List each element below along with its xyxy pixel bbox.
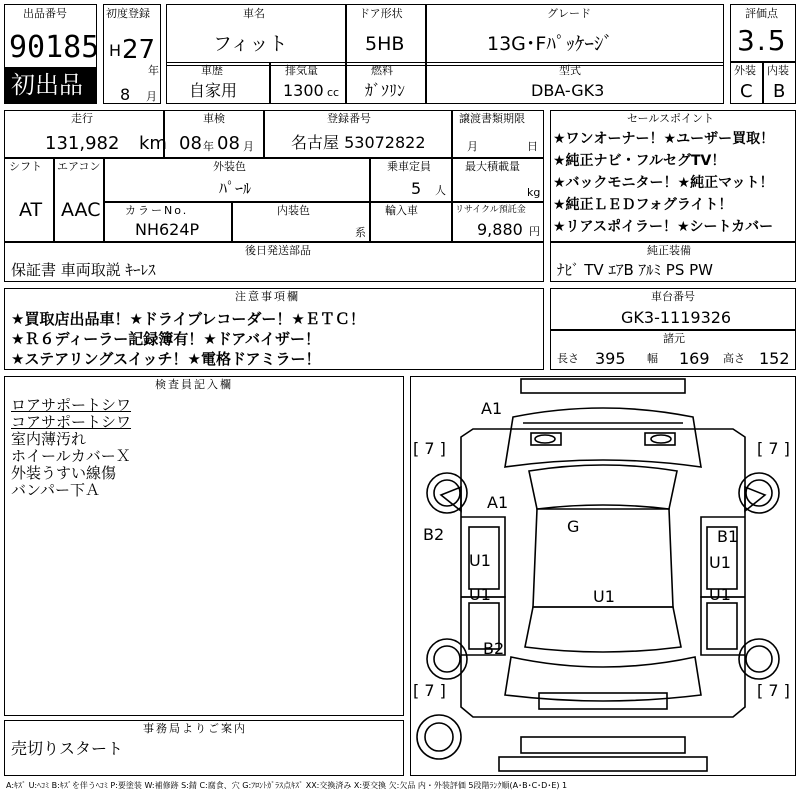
capacity-box [370, 158, 452, 202]
door-type: 5HB [365, 33, 405, 55]
plate-number: 名古屋 53072822 [291, 133, 426, 152]
damage-mark: B2 [483, 639, 505, 658]
registration-year: 27 [122, 35, 156, 65]
interior-color-label: 内装色 [277, 204, 310, 217]
model-label: 型式 [559, 64, 581, 77]
era: H [109, 41, 122, 60]
door-label: ドア形状 [359, 7, 403, 20]
sales-points-box [550, 110, 796, 242]
model-box [426, 62, 724, 104]
inspection-year-unit: 年 [203, 140, 214, 153]
damage-mark: A1 [481, 399, 503, 418]
damage-mark: U1 [469, 551, 491, 570]
inspector-line: 外装うすい線傷 [11, 464, 117, 482]
fuel-label: 燃料 [371, 64, 393, 77]
later-parts-box [4, 242, 544, 282]
plate-box [264, 110, 452, 158]
damage-mark: G [567, 517, 580, 536]
inspector-line: 室内薄汚れ [11, 430, 87, 448]
history-label: 車歴 [201, 64, 223, 77]
month-unit: 月 [146, 90, 157, 103]
inspection-box [164, 110, 264, 158]
equipment: ﾅﾋﾞ TV ｴｱB ｱﾙﾐ PS PW [557, 261, 713, 279]
damage-mark: A1 [487, 493, 509, 512]
transfer-day-unit: 日 [527, 140, 538, 153]
capacity-unit: 人 [435, 184, 446, 197]
dimensions-label: 諸元 [663, 332, 685, 345]
color-number: NH624P [135, 220, 200, 239]
ac-label: エアコン [57, 160, 101, 173]
damage-mark: B2 [423, 525, 445, 544]
color-box [104, 158, 370, 202]
color-no-box [104, 202, 232, 242]
car-name: フィット [213, 33, 288, 55]
score-box [730, 4, 796, 62]
sales-point: ★ワンオーナー！★ユーザー買取！ [553, 131, 775, 147]
load-box [452, 158, 544, 202]
fuel: ｶﾞｿﾘﾝ [365, 81, 406, 100]
damage-mark: U1 [469, 585, 491, 604]
ac-box [54, 158, 104, 242]
dimensions-box [550, 330, 796, 370]
inspector-line: コアサポートシワ [11, 413, 132, 431]
year-unit: 年 [148, 64, 159, 77]
shift-label: シフト [9, 160, 42, 173]
shift-box [4, 158, 54, 242]
inspector-label: 検査員記入欄 [155, 378, 233, 391]
first-registration-box [103, 4, 161, 104]
color-no-label: カラーNo. [125, 204, 189, 217]
length-label: 長さ [557, 352, 579, 365]
office-text: 売切りスタート [11, 739, 124, 758]
transfer-deadline-label: 譲渡書類期限 [459, 112, 525, 125]
recycle-box [452, 202, 544, 242]
import-box [370, 202, 452, 242]
interior-label: 内装 [767, 64, 789, 77]
chassis-box [550, 288, 796, 330]
width-label: 幅 [647, 352, 658, 365]
recycle-fee: 9,880 [477, 220, 523, 239]
grade-box [426, 4, 724, 66]
notes-list [11, 309, 365, 369]
first-registration-label: 初度登録 [106, 7, 150, 20]
damage-mark: U1 [709, 585, 731, 604]
import-label: 輸入車 [385, 204, 418, 217]
inspector-line: バンパー下Ａ [11, 481, 100, 499]
lot-number-label: 出品番号 [23, 7, 67, 20]
damage-mark: B1 [717, 527, 739, 546]
load-label: 最大積載量 [465, 160, 520, 173]
notes-box [4, 288, 544, 370]
note-line: ★Ｒ６ディーラー記録簿有！★ドアバイザー！ [11, 330, 321, 348]
sales-point: ★リアスポイラー！★シートカバー [553, 219, 774, 235]
tire-tread-label: [ 7 ] [757, 681, 790, 700]
height-label: 高さ [723, 352, 745, 365]
exterior-label: 外装 [734, 64, 756, 77]
interior-color-box [232, 202, 370, 242]
score-label: 評価点 [745, 7, 778, 20]
mileage-label: 走行 [71, 112, 93, 125]
grade: 13G･Fﾊﾟｯｹｰｼﾞ [487, 33, 613, 55]
later-parts-label: 後日発送部品 [245, 244, 311, 257]
shift: AT [19, 199, 43, 221]
damage-mark: U1 [709, 553, 731, 572]
damage-mark: U1 [593, 587, 615, 606]
history-box [166, 62, 270, 104]
displacement-box [270, 62, 346, 104]
equipment-label: 純正装備 [647, 244, 691, 257]
later-parts: 保証書 車両取説 ｷｰﾚｽ [11, 261, 156, 279]
displacement-label: 排気量 [285, 64, 318, 77]
exterior-color: ﾊﾟｰﾙ [219, 179, 252, 198]
plate-label: 登録番号 [327, 112, 371, 125]
displacement-unit: cc [327, 86, 340, 99]
exterior-score: C [740, 81, 753, 102]
history: 自家用 [189, 81, 238, 100]
note-line: ★ステアリングスイッチ！★電格ドアミラー！ [11, 350, 321, 368]
office-box [4, 720, 404, 776]
transfer-month-unit: 月 [467, 140, 478, 153]
displacement: 1300 [283, 81, 324, 100]
fuel-box [346, 62, 426, 104]
door-box [346, 4, 426, 66]
notes-label: 注意事項欄 [235, 290, 300, 303]
sales-point: ★純正ＬＥＤフォグライト！ [553, 197, 733, 213]
car-name-box [166, 4, 346, 66]
inspection-year: 08 [179, 133, 202, 154]
chassis-label: 車台番号 [651, 290, 695, 303]
sales-point: ★バックモニター！★純正マット！ [553, 175, 774, 191]
car-name-label: 車名 [243, 7, 265, 20]
recycle-unit: 円 [529, 225, 540, 238]
inspector-box [4, 376, 404, 716]
capacity: 5 [411, 179, 422, 198]
mileage-unit: km [139, 133, 167, 154]
office-label: 事務局よりご案内 [143, 722, 247, 735]
mileage: 131,982 [45, 133, 120, 154]
inspector-line: ロアサポートシワ [11, 396, 132, 414]
interior-color-unit: 系 [355, 226, 366, 239]
mileage-box [4, 110, 167, 158]
sales-points-list [553, 128, 795, 238]
capacity-label: 乗車定員 [387, 160, 431, 173]
recycle-label: リサイクル預託金 [455, 205, 526, 215]
lot-number-box [4, 4, 100, 104]
registration-month: 8 [120, 85, 131, 104]
score: 3.5 [737, 24, 788, 57]
first-listing-badge [5, 67, 96, 103]
grade-label: グレード [547, 7, 591, 20]
sales-points-label: セールスポイント [627, 112, 715, 125]
load-unit: kg [527, 186, 541, 199]
interior-score-box [763, 62, 796, 104]
note-line: ★買取店出品車！★ドライブレコーダー！★ＥＴＣ！ [11, 310, 365, 328]
sales-point: ★純正ナビ・フルセグTV！ [553, 153, 726, 169]
lot-number: 90185 [9, 30, 100, 65]
car-diagram-box [410, 376, 796, 776]
color-label: 外装色 [213, 160, 246, 173]
model: DBA-GK3 [531, 81, 605, 100]
tire-tread-label: [ 7 ] [757, 439, 790, 458]
inspection-month-unit: 月 [243, 140, 254, 153]
first-listing-text: 初出品 [11, 71, 83, 99]
car-diagram [411, 377, 795, 775]
transfer-deadline-box [452, 110, 544, 158]
inspection-month: 08 [217, 133, 240, 154]
inspector-line: ホイールカバーＸ [11, 447, 131, 465]
equipment-box [550, 242, 796, 282]
height: 152 [759, 349, 790, 368]
tire-tread-label: [ 7 ] [413, 681, 446, 700]
inspection-label: 車検 [203, 112, 225, 125]
inspector-list [11, 397, 131, 499]
tire-tread-label: [ 7 ] [413, 439, 446, 458]
ac: AAC [61, 199, 101, 221]
chassis-number: GK3-1119326 [621, 308, 732, 327]
interior-score: B [773, 81, 786, 102]
width: 169 [679, 349, 710, 368]
legend: A:ｷｽﾞ U:ﾍｺﾐ B:ｷｽﾞを伴うﾍｺﾐ P:要塗装 W:補修跡 S:錆 C:腐食、穴 G:ﾌﾛﾝﾄｶﾞﾗｽ点ｷｽﾞ XX:交換済み X:要交換 欠:欠品 内・外装評価 5段階ﾗﾝｸ順(A･B･C･D･E) 1 [6, 781, 568, 790]
exterior-score-box [730, 62, 763, 104]
length: 395 [595, 349, 626, 368]
